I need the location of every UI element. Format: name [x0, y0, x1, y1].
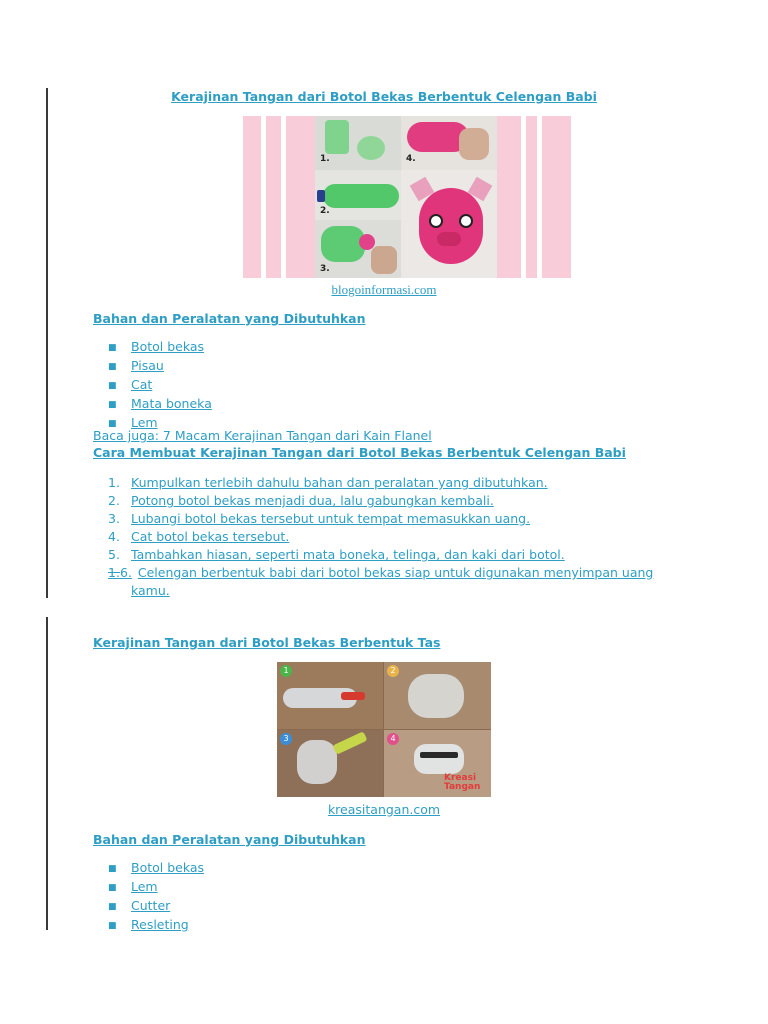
square-bullet-icon: ■ [108, 864, 117, 874]
list-item[interactable]: ■ Resleting [108, 916, 204, 935]
section1-steps-heading[interactable]: Cara Membuat Kerajinan Tangan dari Botol Bekas Berbentuk Celengan Babi [93, 445, 626, 460]
square-bullet-icon: ■ [108, 343, 117, 353]
list-item[interactable]: 1.6. Celengan berbentuk babi dari botol bekas siap untuk digunakan menyimpan uang kamu. [108, 565, 654, 598]
section2-materials-list [108, 859, 204, 935]
step1-panel: 1. [315, 116, 401, 170]
section2-materials-heading[interactable]: Bahan dan Peralatan yang Dibutuhkan [93, 832, 366, 847]
bag-step4-panel: 4 Kreasi Tangan [384, 730, 491, 797]
finished-pig-panel [401, 170, 497, 278]
bag-step2-panel: 2 [384, 662, 491, 729]
square-bullet-icon: ■ [108, 362, 117, 372]
section1-image-caption[interactable]: blogoinformasi.com [331, 282, 437, 297]
list-item[interactable]: ■ Mata boneka [108, 395, 212, 414]
list-item[interactable]: 4. Cat botol bekas tersebut. [108, 529, 290, 544]
section1-steps-list [108, 474, 653, 600]
step4-panel: 4. [401, 116, 497, 170]
square-bullet-icon: ■ [108, 419, 117, 429]
list-item[interactable]: ■ Botol bekas [108, 338, 212, 357]
step3-panel: 3. [315, 220, 401, 278]
list-item[interactable]: ■ Pisau [108, 357, 212, 376]
list-item[interactable]: ■ Cutter [108, 897, 204, 916]
bag-step3-panel: 3 [277, 730, 383, 797]
square-bullet-icon: ■ [108, 381, 117, 391]
section2-title[interactable]: Kerajinan Tangan dari Botol Bekas Berbentuk Tas [93, 635, 441, 650]
list-item[interactable]: 2. Potong botol bekas menjadi dua, lalu gabungkan kembali. [108, 493, 494, 508]
see-also-link[interactable]: Baca juga: 7 Macam Kerajinan Tangan dari Kain Flanel [93, 428, 432, 443]
kreasitangan-logo: Kreasi Tangan [444, 773, 481, 792]
list-item[interactable]: ■ Cat [108, 376, 212, 395]
step2-panel: 2. [315, 170, 401, 220]
section1-materials-list [108, 338, 212, 433]
list-item[interactable]: 3. Lubangi botol bekas tersebut untuk tempat memasukkan uang. [108, 511, 531, 526]
bag-step1-panel: 1 [277, 662, 383, 729]
list-item[interactable]: ■ Lem [108, 414, 212, 433]
list-item[interactable]: 5. Tambahkan hiasan, seperti mata boneka, telinga, dan kaki dari botol. [108, 547, 565, 562]
square-bullet-icon: ■ [108, 400, 117, 410]
section1-title[interactable]: Kerajinan Tangan dari Botol Bekas Berbentuk Celengan Babi [171, 89, 597, 104]
square-bullet-icon: ■ [108, 921, 117, 931]
section1-materials-heading[interactable]: Bahan dan Peralatan yang Dibutuhkan [93, 311, 366, 326]
square-bullet-icon: ■ [108, 883, 117, 893]
list-item[interactable]: 1. Kumpulkan terlebih dahulu bahan dan peralatan yang dibutuhkan. [108, 475, 548, 490]
revision-change-bar-1 [46, 88, 48, 598]
section2-image-caption[interactable]: kreasitangan.com [327, 802, 441, 817]
piggy-bank-collage-image [243, 116, 571, 278]
list-item[interactable]: ■ Lem [108, 878, 204, 897]
bottle-bag-collage-image [277, 662, 491, 797]
list-item[interactable]: ■ Botol bekas [108, 859, 204, 878]
revision-change-bar-2 [46, 617, 48, 930]
square-bullet-icon: ■ [108, 902, 117, 912]
struck-number: 1. [108, 565, 120, 580]
